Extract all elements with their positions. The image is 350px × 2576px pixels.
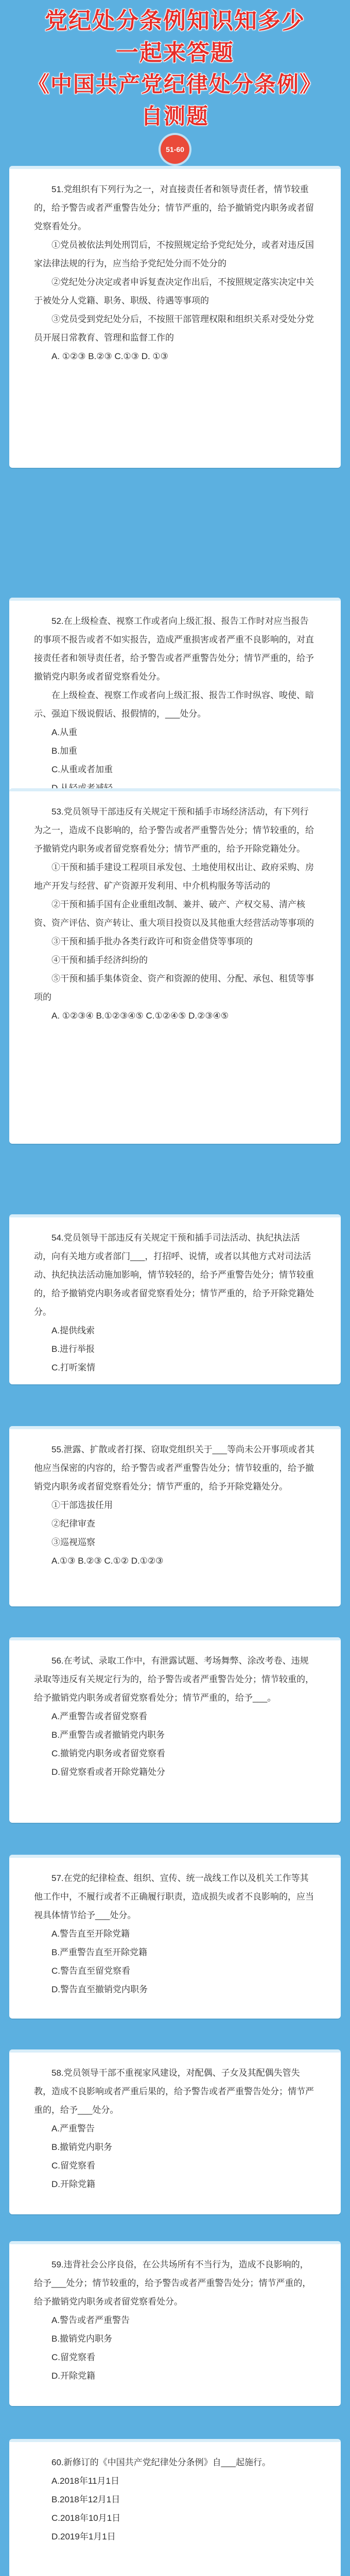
option-text: ①党员被依法判处刑罚后，不按照规定给予党纪处分，或者对违反国家法律法规的行为，应当给予党纪处分而不处分的: [34, 240, 314, 268]
option-text: ②党纪处分决定或者申诉复查决定作出后，不按照规定落实决定中关于被处分人党籍、职务、职级、待遇等事项的: [34, 277, 314, 306]
question-card-56: [9, 1637, 341, 1823]
choice-d: D.开除党籍: [51, 2371, 95, 2381]
choice-c: C.从重或者加重: [51, 765, 113, 774]
choice-d: D.留党察看或者开除党籍处分: [51, 1767, 165, 1777]
choice-c: C.打听案情: [51, 1363, 95, 1372]
choice-b: B.进行举报: [51, 1344, 95, 1354]
question-stem: 57.在党的纪律检查、组织、宣传、统一战线工作以及机关工作等其他工作中，不履行或者不正确履行职责，造成损失或者不良影响的，应当视具体情节给予___处分。: [34, 1873, 314, 1920]
question-card-60: [9, 2439, 341, 2576]
question-card-53: [9, 788, 341, 1144]
choice-b: B.加重: [51, 746, 78, 756]
question-stem: 59.违背社会公序良俗，在公共场所有不当行为，造成不良影响的，给予___处分；情节较重的，给予警告或者严重警告处分；情节严重的，给予撤销党内职务或者留党察看处分。: [34, 2260, 311, 2307]
choice-d: D.开除党籍: [51, 2179, 95, 2189]
question-stem: 54.党员领导干部违反有关规定干预和插手司法活动、执纪执法活动，向有关地方或者部门___，打招呼、说情，或者以其他方式对司法活动、执纪执法活动施加影响，情节较轻的，给予严重警告处分；情节较重的，给予撤销党内职务或者留党察看处分；情节严重的，给予开除党籍处分。: [34, 1233, 314, 1317]
question-card-55: [9, 1426, 341, 1606]
answer-choices: A.①③ B.②③ C.①② D.①②③: [51, 1556, 164, 1566]
question-stem: 56.在考试、录取工作中，有泄露试题、考场舞弊、涂改考卷、违规录取等违反有关规定行为的，给予警告或者严重警告处分；情节较重的，给予撤销党内职务或者留党察看处分；情节严重的，给予___。: [34, 1656, 314, 1703]
option-text: ③党员受到党纪处分后，不按照干部管理权限和组织关系对受处分党员开展日常教育、管理和监督工作的: [34, 314, 314, 343]
question-card-57: [9, 1855, 341, 2019]
title-line-4: 自测题: [141, 105, 209, 129]
option-text: ⑤干预和插手集体资金、资产和资源的使用、分配、承包、租赁等事项的: [34, 974, 314, 1002]
question-stem: 51.党组织有下列行为之一，对直接责任者和领导责任者，情节较重的，给予警告或者严重警告处分；情节严重的，给予撤销党内职务或者留党察看处分。: [34, 184, 314, 231]
question-card-58: [9, 2049, 341, 2214]
answer-choices: A. ①②③④ B.①②③④⑤ C.①②④⑤ D.②③④⑤: [51, 1011, 229, 1021]
choice-c: C.警告直至留党察看: [51, 1966, 130, 1976]
title-line-2: 一起来答题: [116, 40, 234, 65]
option-text: ②干预和插手国有企业重组改制、兼并、破产、产权交易、清产核资、资产评估、资产转让、重大项目投资以及其他重大经营活动等事项的: [34, 900, 314, 928]
question-extra: 在上级检查、视察工作或者向上级汇报、报告工作时纵容、唆使、暗示、强迫下级说假话、报假情的，___处分。: [34, 690, 314, 719]
title-line-3: 《中国共产党纪律处分条例》: [27, 73, 322, 97]
option-text: ④干预和插手经济纠纷的: [51, 955, 148, 965]
question-stem: 55.泄露、扩散或者打探、窃取党组织关于___等尚未公开事项或者其他应当保密的内容的，给予警告或者严重警告处分；情节较重的，给予撤销党内职务或者留党察看处分；情节严重的，给予开除党籍处分。: [34, 1445, 314, 1492]
option-text: ②纪律审查: [51, 1519, 95, 1529]
question-stem: 58.党员领导干部不重视家风建设，对配偶、子女及其配偶失管失教，造成不良影响或者严重后果的，给予警告或者严重警告处分；情节严重的，给予___处分。: [34, 2068, 314, 2115]
choice-a: A.2018年11月1日: [51, 2476, 119, 2486]
question-card-54: [9, 1214, 341, 1384]
choice-c: C.撤销党内职务或者留党察看: [51, 1749, 165, 1758]
choice-b: B.2018年12月1日: [51, 2495, 120, 2504]
option-text: ③巡视巡察: [51, 1537, 95, 1547]
choice-d: D.警告直至撤销党内职务: [51, 1985, 148, 1994]
choice-a: A.严重警告: [51, 2124, 95, 2133]
choice-a: A.严重警告或者留党察看: [51, 1711, 148, 1721]
choice-a: A.从重: [51, 727, 78, 737]
question-stem: 60.新修订的《中国共产党纪律处分条例》自___起施行。: [51, 2458, 271, 2467]
question-range-badge: 51-60: [161, 135, 189, 164]
page-header: [0, 0, 350, 170]
option-text: ③干预和插手批办各类行政许可和资金借贷等事项的: [51, 937, 253, 946]
choice-c: C.留党察看: [51, 2352, 95, 2362]
choice-c: C.2018年10月1日: [51, 2513, 121, 2523]
choice-d: D.2019年1月1日: [51, 2532, 116, 2541]
choice-b: B.撤销党内职务: [51, 2142, 113, 2152]
choice-a: A.提供线索: [51, 1326, 95, 1335]
option-text: ①干部选拔任用: [51, 1500, 113, 1510]
choice-a: A.警告直至开除党籍: [51, 1929, 130, 1939]
answer-choices: A. ①②③ B.②③ C.①③ D. ①③: [51, 351, 168, 361]
question-card-59: [9, 2241, 341, 2406]
question-card-51: [9, 166, 341, 468]
choice-a: A.警告或者严重警告: [51, 2315, 130, 2325]
question-stem: 53.党员领导干部违反有关规定干预和插手市场经济活动，有下列行为之一，造成不良影响的，给予警告或者严重警告处分；情节较重的，给予撤销党内职务或者留党察看处分；情节严重的，给予开除党籍处分。: [34, 807, 314, 854]
choice-b: B.严重警告直至开除党籍: [51, 1947, 148, 1957]
question-stem: 52.在上级检查、视察工作或者向上级汇报、报告工作时对应当报告的事项不报告或者不如实报告，造成严重损害或者严重不良影响的，对直接责任者和领导责任者，给予警告或者严重警告处分；情节严重的，给予撤销党内职务或者留党察看处分。: [34, 616, 314, 682]
choice-b: B.严重警告或者撤销党内职务: [51, 1730, 165, 1740]
choice-c: C.留党察看: [51, 2161, 95, 2171]
question-card-52: [9, 598, 341, 804]
choice-b: B.撤销党内职务: [51, 2334, 113, 2344]
title-line-1: 党纪处分条例知识知多少: [45, 8, 305, 33]
option-text: ①干预和插手建设工程项目承发包、土地使用权出让、政府采购、房地产开发与经营、矿产资源开发利用、中介机构服务等活动的: [34, 862, 314, 891]
